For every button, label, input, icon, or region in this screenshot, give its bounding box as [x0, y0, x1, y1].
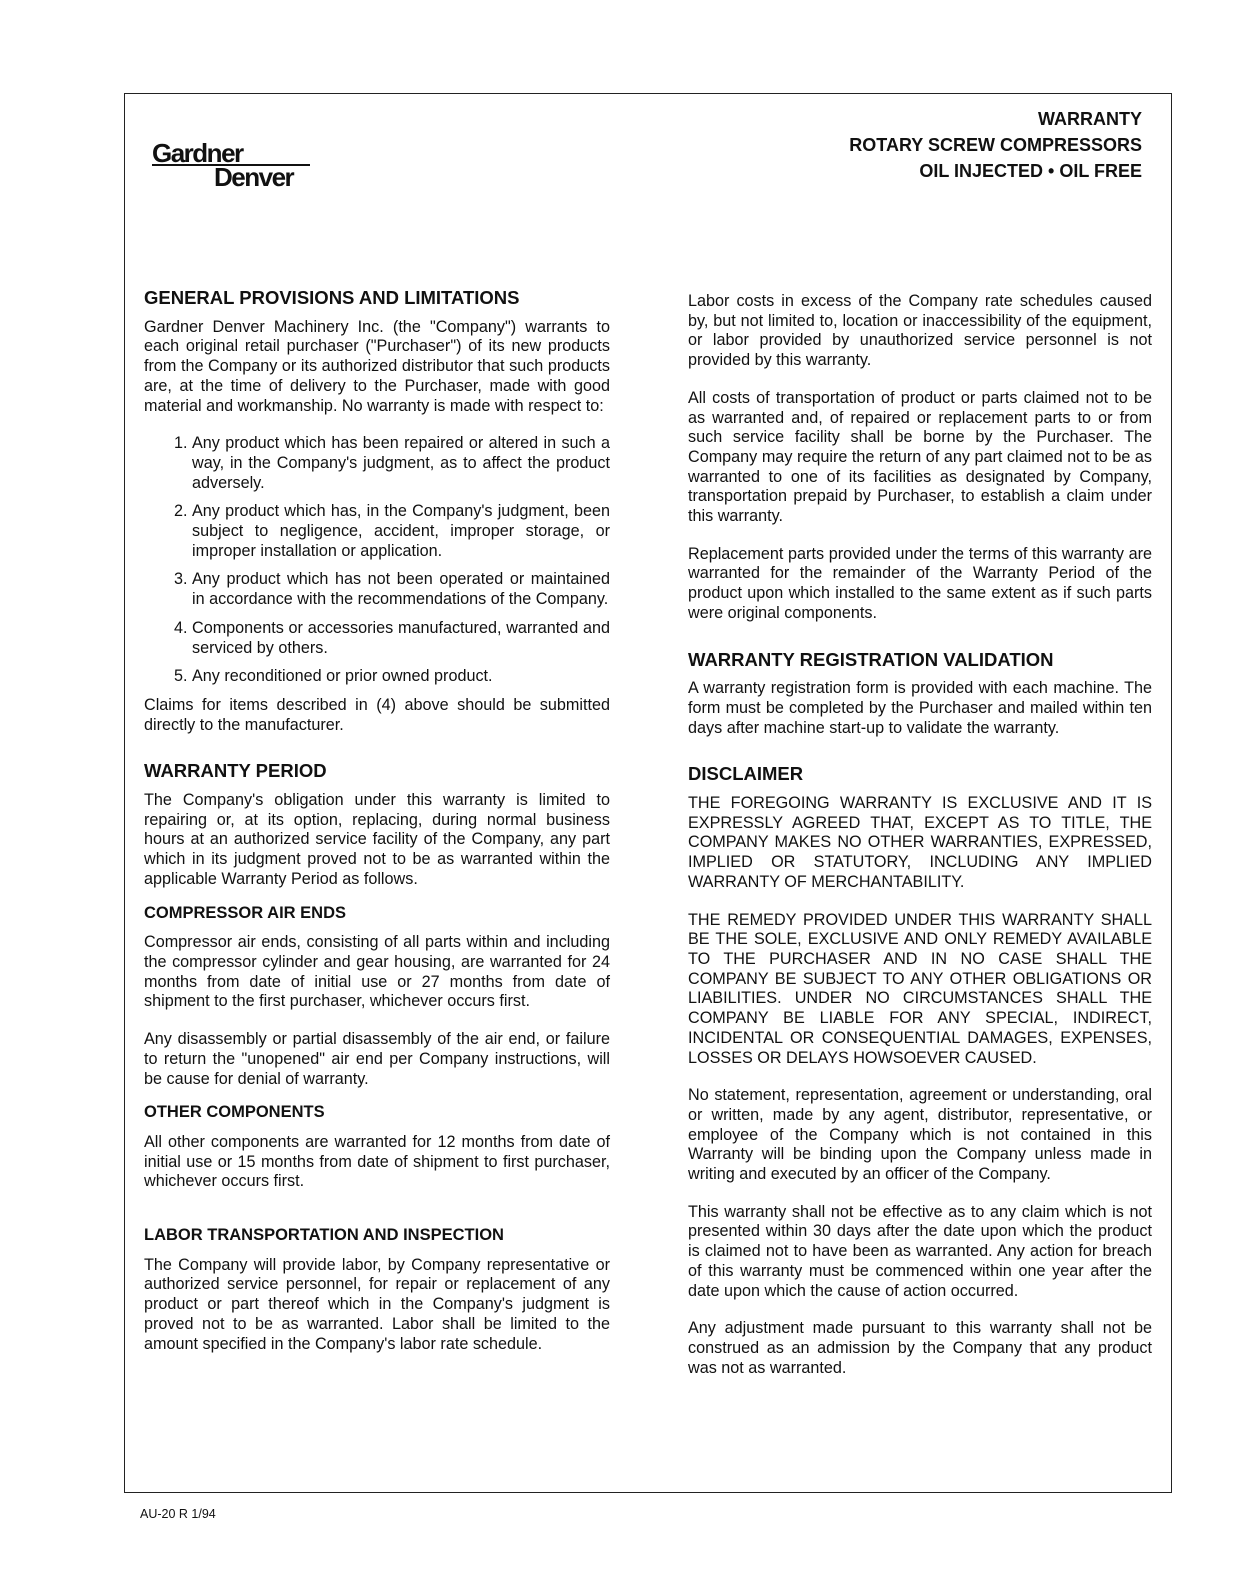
title-line-warranty: WARRANTY: [1038, 109, 1142, 129]
warranty-period-text: The Company's obligation under this warranty is limited to repairing or, at its option, replacing, during normal business hours at an authorized service facility of the Company, any part which in its judgment proved not to be as warranted within the applicable Warranty Period as follows.: [144, 791, 610, 888]
logo-word-gardner: Gardner: [152, 138, 243, 168]
disclaimer-exclusive-text: THE FOREGOING WARRANTY IS EXCLUSIVE AND IT IS EXPRESSLY AGREED THAT, EXCEPT AS TO TITLE, THE COMPANY MAKES NO OTHER WARRANTIES, EXPRESSED, IMPLIED OR STATUTORY, INCLUDING ANY IMPLIED WARRANTY OF MERCHANTABILITY.: [688, 794, 1152, 891]
replacement-parts-text: Replacement parts provided under the terms of this warranty are warranted for the remainder of the Warranty Period of the product upon which installed to the same extent as if such parts were original components.: [688, 544, 1152, 622]
transportation-costs-text: All costs of transportation of product or parts claimed not to be as warranted and, of repaired or replacement parts to or from such service facility shall be borne by the Purchaser. The Company may require the return of any part claimed not to be as warranted to one of its facilities as designated by Company, transportation prepaid by Purchaser, to establish a claim under this warranty.: [688, 388, 1152, 526]
warranty-period-heading: WARRANTY PERIOD: [144, 760, 327, 782]
air-ends-disassembly-text: Any disassembly or partial disassembly of the air end, or failure to return the "unopened" air end per Company instructions, will be cause for denial of warranty.: [144, 1030, 610, 1088]
air-ends-heading: COMPRESSOR AIR ENDS: [144, 903, 346, 922]
other-components-text: All other components are warranted for 12 months from date of initial use or 15 months from date of shipment to first purchaser, whichever occurs first.: [144, 1132, 610, 1191]
general-provisions-intro: Gardner Denver Machinery Inc. (the "Company") warrants to each original retail purchaser ("Purchaser") of its new products from the Company or its authorized distributor that such products are, at the time of delivery to the Purchaser, made with good material and workmanship. No warranty is made with respect to:: [144, 317, 610, 415]
labor-heading: LABOR TRANSPORTATION AND INSPECTION: [144, 1226, 504, 1245]
exclusion-item: 4. Components or accessories manufactured, warranted and serviced by others.: [192, 619, 610, 658]
disclaimer-heading: DISCLAIMER: [688, 763, 804, 785]
left-column: [144, 288, 610, 1372]
labor-text: The Company will provide labor, by Company representative or authorized service personnel, for repair or replacement of any product or part thereof which in the Company's judgment is proved not to be as warranted. Labor shall be limited to the amount specified in the Company's labor rate schedule.: [144, 1255, 610, 1353]
labor-costs-text: Labor costs in excess of the Company rate schedules caused by, but not limited to, location or inaccessibility of the equipment, or labor provided by unauthorized service personnel is not provided by this warranty.: [688, 292, 1152, 370]
general-provisions-heading: GENERAL PROVISIONS AND LIMITATIONS: [144, 287, 520, 308]
logo-word-denver: Denver: [214, 162, 294, 192]
claims-note: Claims for items described in (4) above should be submitted directly to the manufacturer.: [144, 695, 610, 734]
document-code: AU-20 R 1/94: [140, 1507, 216, 1521]
other-components-heading: OTHER COMPONENTS: [144, 1103, 325, 1122]
right-column: [688, 292, 1152, 1396]
title-line-type: OIL INJECTED • OIL FREE: [919, 161, 1142, 181]
title-line-product: ROTARY SCREW COMPRESSORS: [849, 135, 1142, 155]
exclusion-item: 2. Any product which has, in the Company's judgment, been subject to negligence, accident, improper storage, or improper installation or application.: [192, 502, 610, 561]
exclusions-list: [144, 434, 610, 687]
document-title: [849, 106, 1142, 184]
exclusion-item: 5. Any reconditioned or prior owned product.: [192, 667, 610, 687]
disclaimer-remedy-text: THE REMEDY PROVIDED UNDER THIS WARRANTY SHALL BE THE SOLE, EXCLUSIVE AND ONLY REMEDY AVAILABLE TO THE PURCHASER AND IN NO CASE SHALL THE COMPANY BE SUBJECT TO ANY OTHER OBLIGATIONS OR LIABILITIES. UNDER NO CIRCUMSTANCES SHALL THE COMPANY BE LIABLE FOR ANY SPECIAL, INDIRECT, INCIDENTAL OR CONSEQUENTIAL DAMAGES, EXPENSES, LOSSES OR DELAYS HOWSOEVER CAUSED.: [688, 910, 1152, 1067]
disclaimer-claim-period-text: This warranty shall not be effective as to any claim which is not presented within 30 days after the date upon which the product is claimed not to have been as warranted. Any action for breach of this warranty must be commenced within one year after the date upon which the cause of action occurred.: [688, 1202, 1152, 1300]
exclusion-item: 3. Any product which has not been operated or maintained in accordance with the recommendations of the Company.: [192, 570, 610, 609]
air-ends-text: Compressor air ends, consisting of all parts within and including the compressor cylinder and gear housing, are warranted for 24 months from date of initial use or 27 months from date of shipment to the first purchaser, whichever occurs first.: [144, 933, 610, 1011]
disclaimer-statement-text: No statement, representation, agreement or understanding, oral or written, made by any agent, distributor, representative, or employee of the Company which is not contained in this Warranty will be binding upon the Company unless made in writing and executed by an officer of the Company.: [688, 1086, 1152, 1184]
gardner-denver-logo: [152, 140, 322, 190]
exclusion-item: 1. Any product which has been repaired or altered in such a way, in the Company's judgment, as to affect the product adversely.: [192, 434, 610, 493]
registration-heading: WARRANTY REGISTRATION VALIDATION: [688, 648, 1054, 670]
registration-text: A warranty registration form is provided with each machine. The form must be completed by the Purchaser and mailed within ten days after machine start-up to validate the warranty.: [688, 679, 1152, 737]
disclaimer-adjustment-text: Any adjustment made pursuant to this warranty shall not be construed as an admission by the Company that any product was not as warranted.: [688, 1319, 1152, 1377]
